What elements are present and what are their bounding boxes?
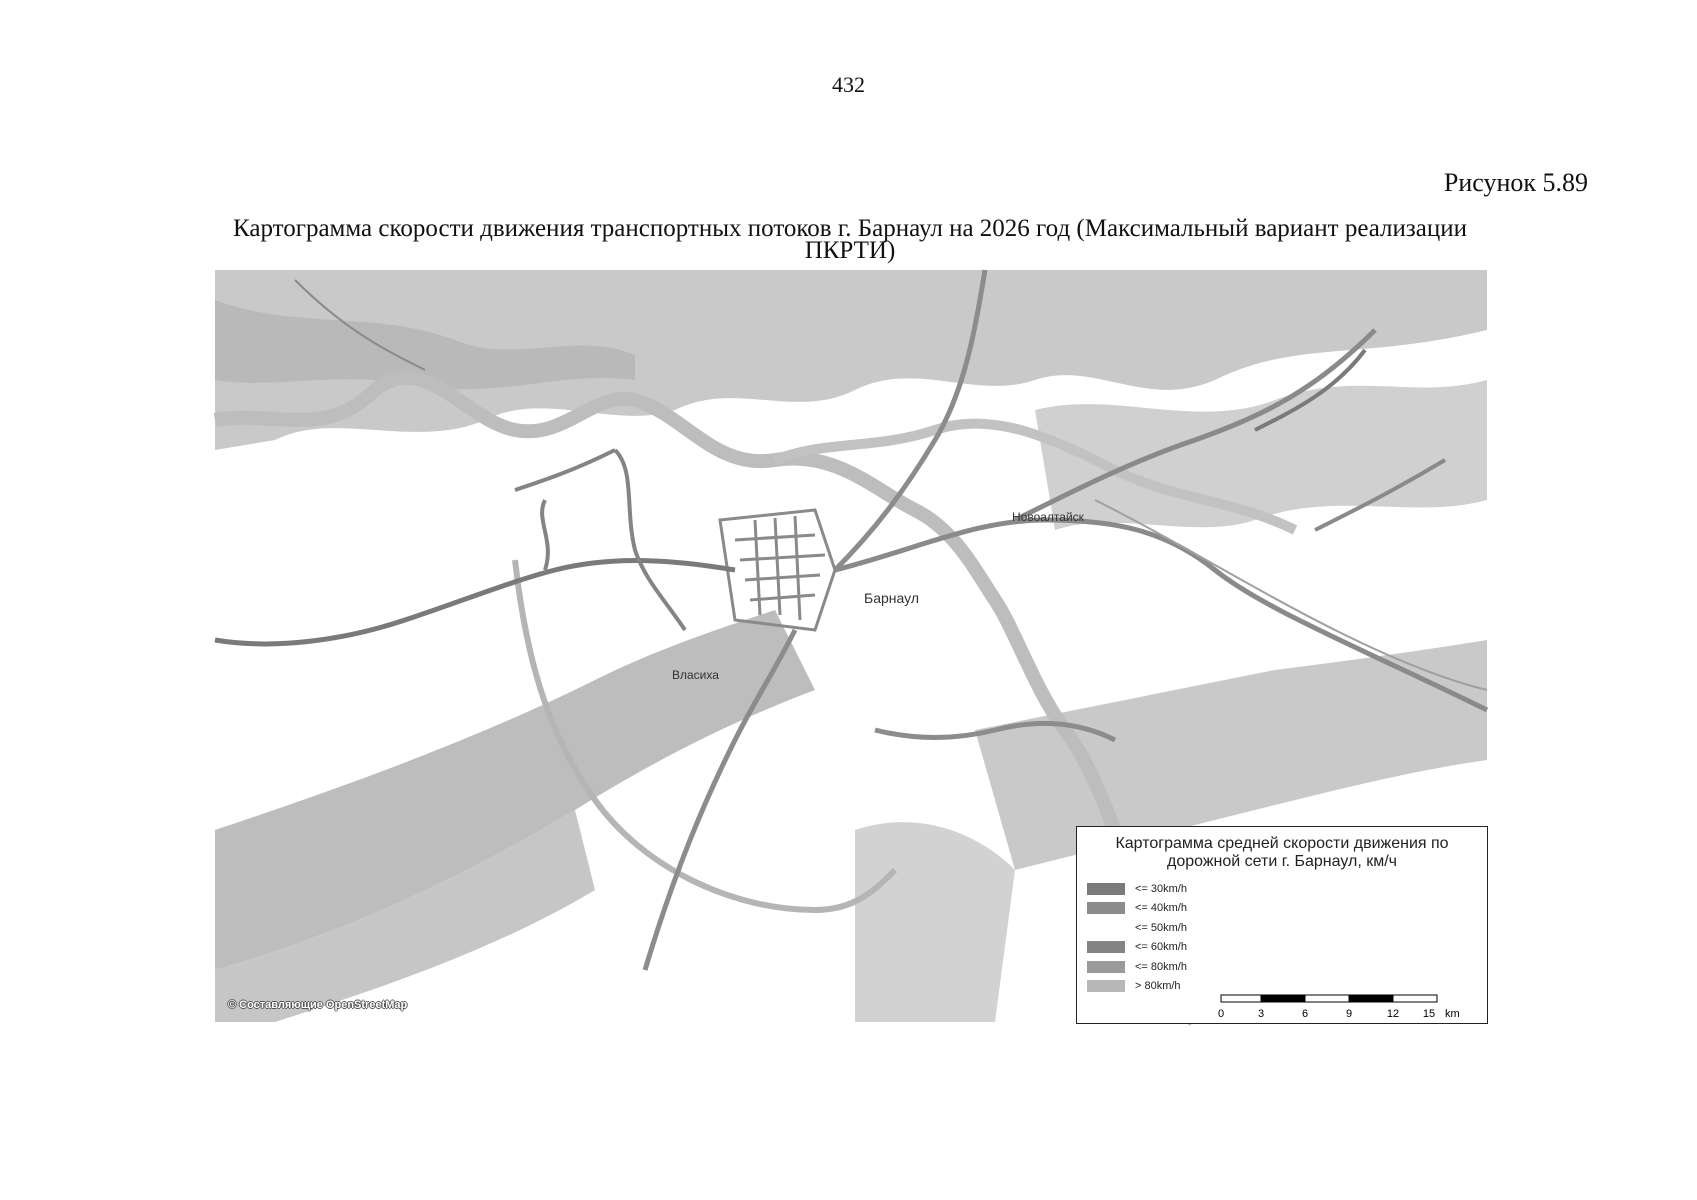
legend-swatch	[1087, 922, 1125, 934]
legend-title-line-2: дорожной сети г. Барнаул, км/ч	[1166, 853, 1398, 870]
figure-title-line-2: ПКРТИ)	[804, 237, 896, 264]
legend-item-label: <= 50km/h	[1135, 921, 1187, 934]
place-novoaltaisk: Новоалтайск	[1012, 510, 1084, 524]
scale-tick: 15	[1422, 1008, 1436, 1020]
legend-swatch	[1087, 961, 1125, 973]
figure-title	[140, 215, 1560, 264]
place-vlasikha: Власиха	[672, 668, 719, 682]
legend-item-50	[1087, 918, 1187, 938]
legend-items	[1087, 879, 1187, 996]
figure-title-line-1: Картограмма скорости движения транспортных потоков г. Барнаул на 2026 год (Максимальный вариант реализации	[233, 215, 1467, 242]
legend-item-label: <= 40km/h	[1135, 902, 1187, 915]
scale-tick: 12	[1386, 1008, 1400, 1020]
legend-swatch	[1087, 941, 1125, 953]
legend-item-over-80	[1087, 977, 1187, 997]
legend-item-60	[1087, 938, 1187, 958]
legend-item-80	[1087, 957, 1187, 977]
scale-tick: 9	[1345, 1008, 1353, 1020]
legend-swatch	[1087, 883, 1125, 895]
legend-item-30	[1087, 879, 1187, 899]
scale-unit: km	[1445, 1008, 1460, 1020]
scale-bar-graphic	[1217, 993, 1460, 1021]
forest-south	[855, 822, 1015, 1022]
place-barnaul: Барнаул	[864, 590, 919, 606]
scale-bar	[1217, 993, 1460, 1021]
scale-tick: 6	[1301, 1008, 1309, 1020]
legend-title-line-1: Картограмма средней скорости движения по	[1115, 835, 1449, 852]
legend-title	[1077, 835, 1487, 871]
figure-label: Рисунок 5.89	[1443, 168, 1588, 197]
page-number: 432	[832, 72, 865, 97]
legend-swatch	[1087, 980, 1125, 992]
map-legend	[1076, 826, 1488, 1024]
map-attribution: © Составляющие OpenStreetMap	[228, 999, 408, 1011]
legend-item-label: > 80km/h	[1135, 980, 1181, 993]
legend-swatch	[1087, 902, 1125, 914]
legend-item-label: <= 60km/h	[1135, 941, 1187, 954]
scale-tick: 0	[1217, 1008, 1225, 1020]
scale-tick: 3	[1257, 1008, 1265, 1020]
legend-item-label: <= 80km/h	[1135, 960, 1187, 973]
legend-item-40	[1087, 899, 1187, 919]
legend-item-label: <= 30km/h	[1135, 882, 1187, 895]
